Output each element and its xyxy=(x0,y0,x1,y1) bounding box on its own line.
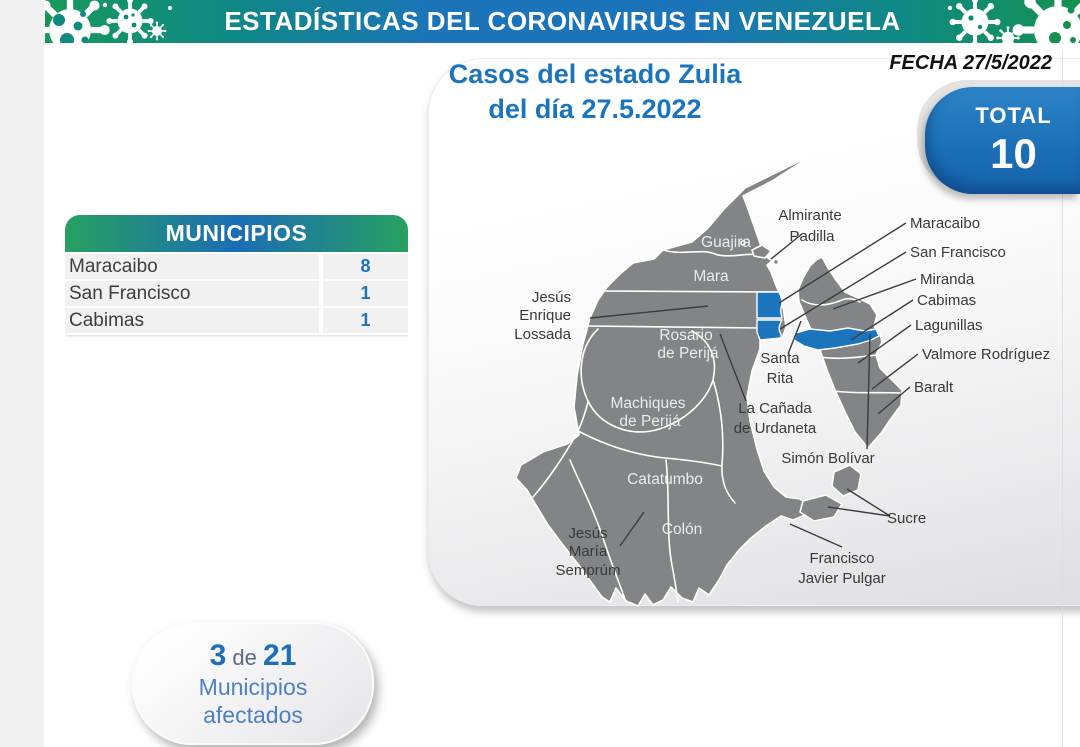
map-label-guajira: Guajira xyxy=(701,234,751,251)
map-label-jms-3: Semprúm xyxy=(555,562,621,579)
municipio-cases: 8 xyxy=(323,254,408,279)
summary-line2: Municipios xyxy=(198,673,308,700)
map-label-colon: Colón xyxy=(661,521,703,538)
map-label-machiques-1: Machiques xyxy=(610,395,686,412)
app-title: ESTADÍSTICAS DEL CORONAVIRUS EN VENEZUELA xyxy=(224,6,901,36)
affected-count-line xyxy=(210,639,297,673)
table-row xyxy=(65,254,408,279)
map-label-la-canada-2: de Urdaneta xyxy=(733,420,817,437)
map-label-jel-3: Lossada xyxy=(514,326,571,343)
map-region-san-francisco-highlight xyxy=(757,320,782,340)
map-label-almirante-2: Padilla xyxy=(789,228,835,245)
table-row xyxy=(65,281,408,306)
map-label-maracaibo: Maracaibo xyxy=(910,215,981,232)
table-row xyxy=(65,308,408,333)
summary-line3: afectados xyxy=(203,701,303,728)
map-label-catatumbo: Catatumbo xyxy=(627,471,703,488)
map-label-mara: Mara xyxy=(693,268,729,285)
municipio-name: San Francisco xyxy=(65,281,319,306)
affected-count: 3 xyxy=(209,638,227,672)
map-label-jms-1: Jesús xyxy=(568,525,608,542)
map-region-islet xyxy=(774,260,779,265)
map-label-miranda: Miranda xyxy=(920,271,975,288)
map-label-sucre: Sucre xyxy=(887,510,927,527)
municipios-table xyxy=(65,215,408,338)
map-label-almirante-1: Almirante xyxy=(778,207,842,224)
map-label-simon-bolivar: Simón Bolívar xyxy=(781,450,875,467)
municipio-name: Cabimas xyxy=(65,308,319,333)
municipio-name: Maracaibo xyxy=(65,254,319,279)
total-label: TOTAL xyxy=(975,103,1052,128)
total-value: 10 xyxy=(990,130,1037,177)
map-label-santa-rita-1: Santa xyxy=(760,350,800,367)
map-label-cabimas: Cabimas xyxy=(917,292,977,309)
map-label-san-francisco: San Francisco xyxy=(910,244,1006,261)
map-region-maracaibo-highlight xyxy=(757,292,782,318)
map-label-jel-1: Jesús xyxy=(531,289,571,306)
municipio-cases: 1 xyxy=(323,308,408,333)
affected-summary-pill xyxy=(132,622,374,745)
map-label-jms-2: María xyxy=(568,543,608,560)
map-label-machiques-2: de Perijá xyxy=(619,413,681,430)
map-label-fjp-1: Francisco xyxy=(809,550,875,567)
page-title-line1: Casos del estado Zulia xyxy=(448,59,742,89)
municipio-cases: 1 xyxy=(323,281,408,306)
map-label-valmore: Valmore Rodríguez xyxy=(922,346,1051,363)
map-label-la-canada-1: La Cañada xyxy=(738,400,812,417)
map-label-fjp-2: Javier Pulgar xyxy=(798,570,886,587)
zulia-state-map xyxy=(430,150,1080,620)
page-title xyxy=(420,57,770,127)
map-region-sucre-north xyxy=(832,465,861,496)
map-label-baralt: Baralt xyxy=(914,379,954,396)
map-label-rosario-1: Rosario xyxy=(659,327,713,344)
map-label-jel-2: Enrique xyxy=(519,307,571,324)
municipios-table-header: MUNICIPIOS xyxy=(65,215,408,252)
total-municipios-count: 21 xyxy=(263,638,297,672)
of-word: de xyxy=(232,644,257,670)
map-label-lagunillas: Lagunillas xyxy=(915,317,983,334)
date-label: FECHA 27/5/2022 xyxy=(889,52,1052,74)
map-label-santa-rita-2: Rita xyxy=(766,370,794,387)
page-title-line2: del día 27.5.2022 xyxy=(488,94,702,124)
map-label-rosario-2: de Perijá xyxy=(657,345,719,362)
left-margin-strip xyxy=(0,0,44,747)
header-banner xyxy=(45,0,1080,43)
table-bottom-shadow xyxy=(65,335,408,338)
